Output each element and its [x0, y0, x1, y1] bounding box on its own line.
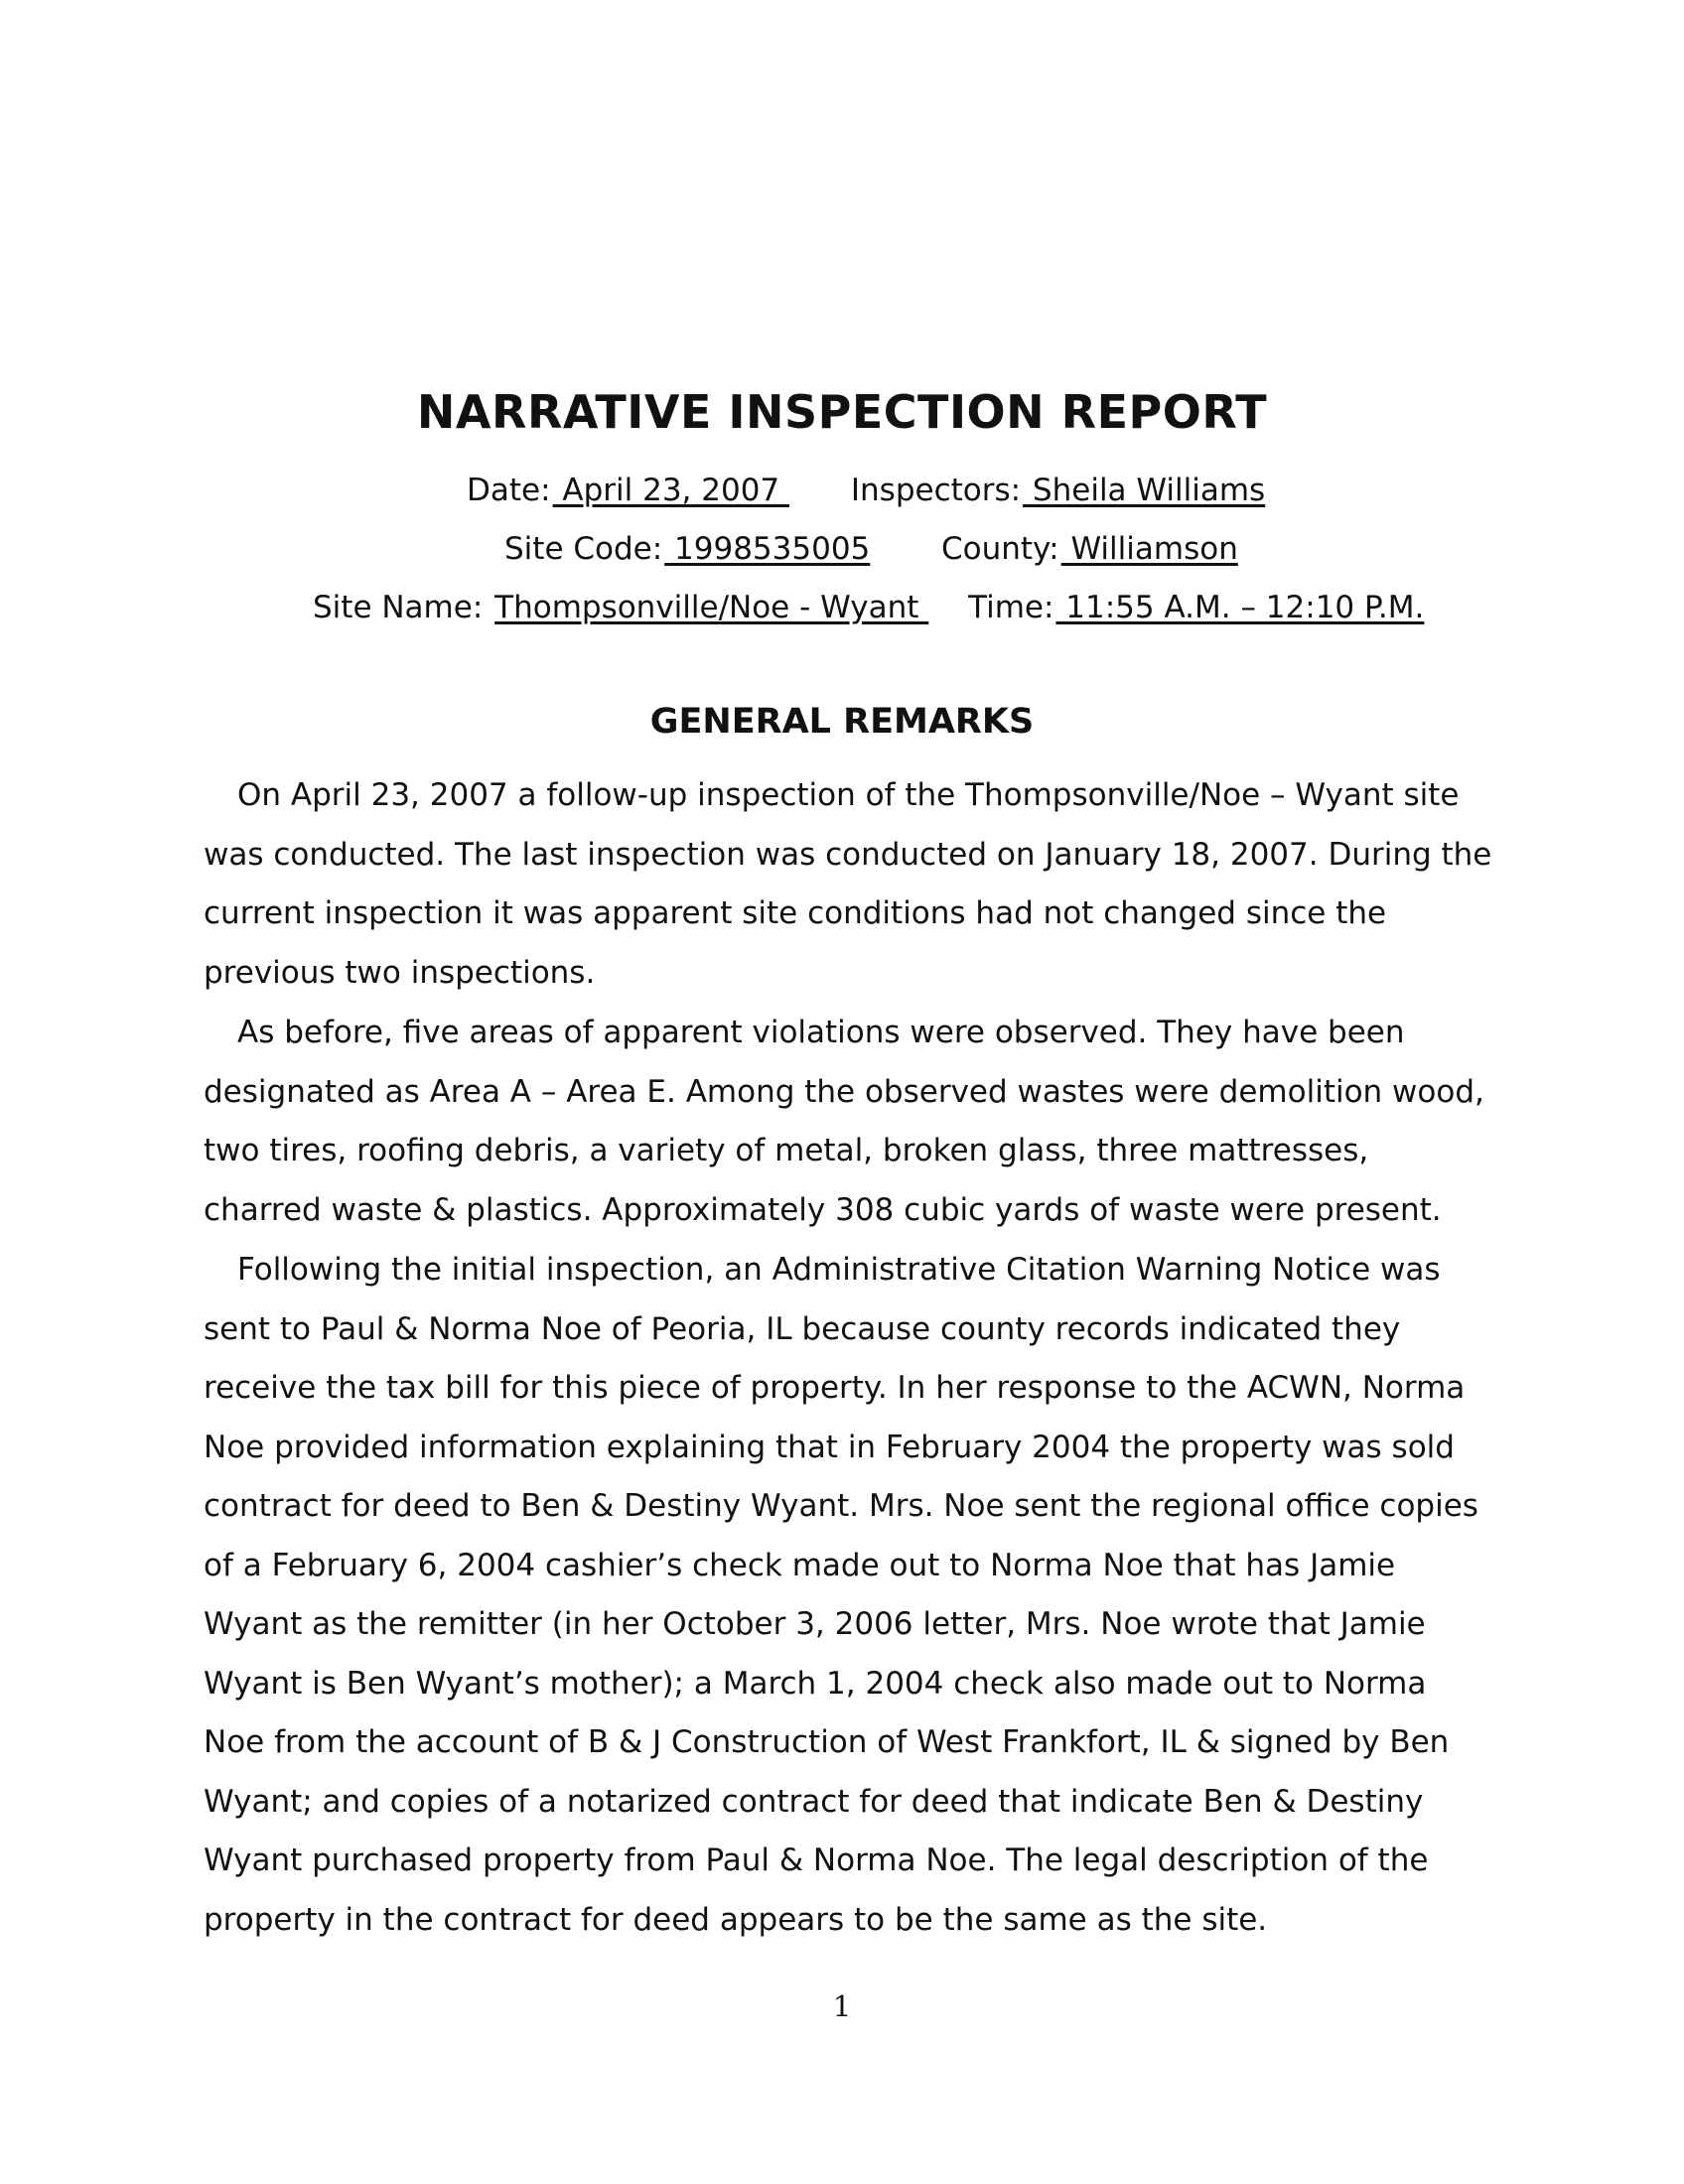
site-code-value: 1998535005 — [664, 531, 871, 567]
county-value: Williamson — [1060, 531, 1238, 567]
paragraph-follow-up-inspection: On April 23, 2007 a follow-up inspection of the Thompsonville/Noe – Wyant site was conducted. The last inspection was conducted on January 18, 2007. During the current inspection it was apparent site conditions had not changed since the previous two inspections. — [204, 777, 1492, 991]
meta-row-site-name-time — [313, 590, 1424, 625]
date-label: Date: — [467, 473, 551, 508]
page-title: NARRATIVE INSPECTION REPORT — [416, 385, 1268, 439]
county-label: County: — [941, 531, 1059, 567]
general-remarks-body — [204, 766, 1494, 1951]
paragraph-warning-notice: Following the initial inspection, an Administrative Citation Warning Notice was sent to Paul & Norma Noe of Peoria, IL because county records indicated they receive the tax bill for this piece of property. In her response to the ACWN, Norma Noe provided information explaining that in February 2004 the property was sold contract for deed to Ben & Destiny Wyant. Mrs. Noe sent the regional office copies of a February 6, 2004 cashier’s check made out to Norma Noe that has Jamie Wyant as the remitter (in her October 3, 2006 letter, Mrs. Noe wrote that Jamie Wyant is Ben Wyant’s mother); a March 1, 2004 check also made out to Norma Noe from the account of B & J Construction of West Frankfort, IL & signed by Ben Wyant; and copies of a notarized contract for deed that indicate Ben & Destiny Wyant purchased property from Paul & Norma Noe. The legal description of the property in the contract for deed appears to be the same as the site. — [204, 1252, 1478, 1938]
inspectors-label: Inspectors: — [850, 473, 1022, 508]
date-value: April 23, 2007 — [552, 473, 790, 508]
site-code-label: Site Code: — [504, 531, 663, 567]
page-number: 1 — [832, 1989, 852, 2023]
site-name-label: Site Name: — [313, 590, 484, 625]
meta-row-date-inspectors — [467, 473, 1265, 508]
site-name-value: Thompsonville/Noe - Wyant — [494, 590, 929, 625]
time-value: 11:55 A.M. – 12:10 P.M. — [1055, 590, 1425, 625]
paragraph-violations-observed: As before, five areas of apparent violations were observed. They have been designated as Area A – Area E. Among the observed wastes were demolition wood, two tires, roofing debris, a variety of metal, broken glass, three mattresses, charred waste & plastics. Approximately 308 cubic yards of waste were present. — [204, 1015, 1484, 1228]
section-heading-general-remarks: GENERAL REMARKS — [649, 702, 1035, 742]
inspectors-value: Sheila Williams — [1023, 473, 1266, 508]
meta-row-site-code-county — [504, 531, 1238, 567]
time-label: Time: — [968, 590, 1054, 625]
